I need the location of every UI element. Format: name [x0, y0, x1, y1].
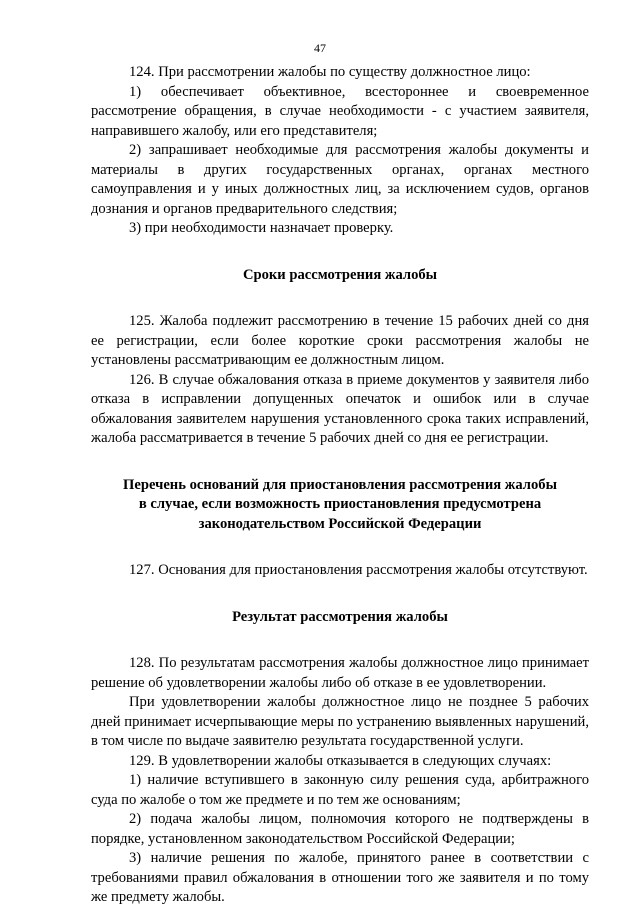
- paragraph-124-item-3: 3) при необходимости назначает проверку.: [129, 220, 394, 236]
- section-heading-suspension: [91, 476, 589, 535]
- paragraph-124-item-1: 1) обеспечивает объективное, всестороннее и своевременное рассмотрение обращения, в случае необходимости - с участием заявителя, направившего жалобу, или его представителя;: [91, 83, 589, 139]
- paragraph-129-item-1: 1) наличие вступившего в законную силу решения суда, арбитражного суда по жалобе о том же предмете и по тем же основаниям;: [91, 772, 589, 808]
- paragraph-126: 126. В случае обжалования отказа в приеме документов у заявителя либо отказа в исправлении допущенных опечаток и ошибок или в случае обжалования заявителем нарушения установленного срока таких исправлений, жалоба рассматривается в течение 5 рабочих дней со дня ее регистрации.: [91, 371, 589, 446]
- paragraph-127: 127. Основания для приостановления рассмотрения жалобы отсутствуют.: [129, 562, 588, 578]
- section-heading-result: Результат рассмотрения жалобы: [232, 608, 448, 625]
- document-body: [91, 63, 589, 908]
- page-number: 47: [314, 41, 326, 55]
- paragraph-128: 128. По результатам рассмотрения жалобы должностное лицо принимает решение об удовлетворении жалобы либо об отказе в ее удовлетворении.: [91, 655, 589, 691]
- paragraph-129: 129. В удовлетворении жалобы отказывается в следующих случаях:: [129, 752, 552, 769]
- section-heading-terms: Сроки рассмотрения жалобы: [242, 266, 438, 283]
- paragraph-124-item-2: 2) запрашивает необходимые для рассмотрения жалобы документы и материалы в других государственных органах, органах местного самоуправления и у иных должностных лиц, за исключением судов, органов дознания и органов предварительного следствия;: [91, 142, 589, 217]
- paragraph-124: 124. При рассмотрении жалобы по существу должностное лицо:: [129, 64, 531, 80]
- paragraph-129-item-2: 2) подача жалобы лицом, полномочия которого не подтверждены в порядке, установленном законодательством Российской Федерации;: [91, 811, 589, 847]
- section-heading-suspension-line-2: в случае, если возможность приостановления предусмотрена: [138, 496, 542, 512]
- section-heading-suspension-line-3: законодательством Российской Федерации: [198, 515, 482, 532]
- paragraph-128-satisfaction: При удовлетворении жалобы должностное лицо не позднее 5 рабочих дней принимает исчерпывающие меры по устранению выявленных нарушений, в том числе по выдаче заявителю результата государственной услуги.: [91, 694, 589, 749]
- paragraph-129-item-3: 3) наличие решения по жалобе, принятого ранее в соответствии с требованиями правил обжалования в отношении того же заявителя и по тому же предмету жалобы.: [91, 850, 589, 905]
- paragraph-125: 125. Жалоба подлежит рассмотрению в течение 15 рабочих дней со дня ее регистрации, если более короткие сроки рассмотрения жалобы не установлены рассматривающим ее должностным лицом.: [91, 313, 589, 368]
- section-heading-suspension-line-1: Перечень оснований для приостановления рассмотрения жалобы: [123, 476, 557, 493]
